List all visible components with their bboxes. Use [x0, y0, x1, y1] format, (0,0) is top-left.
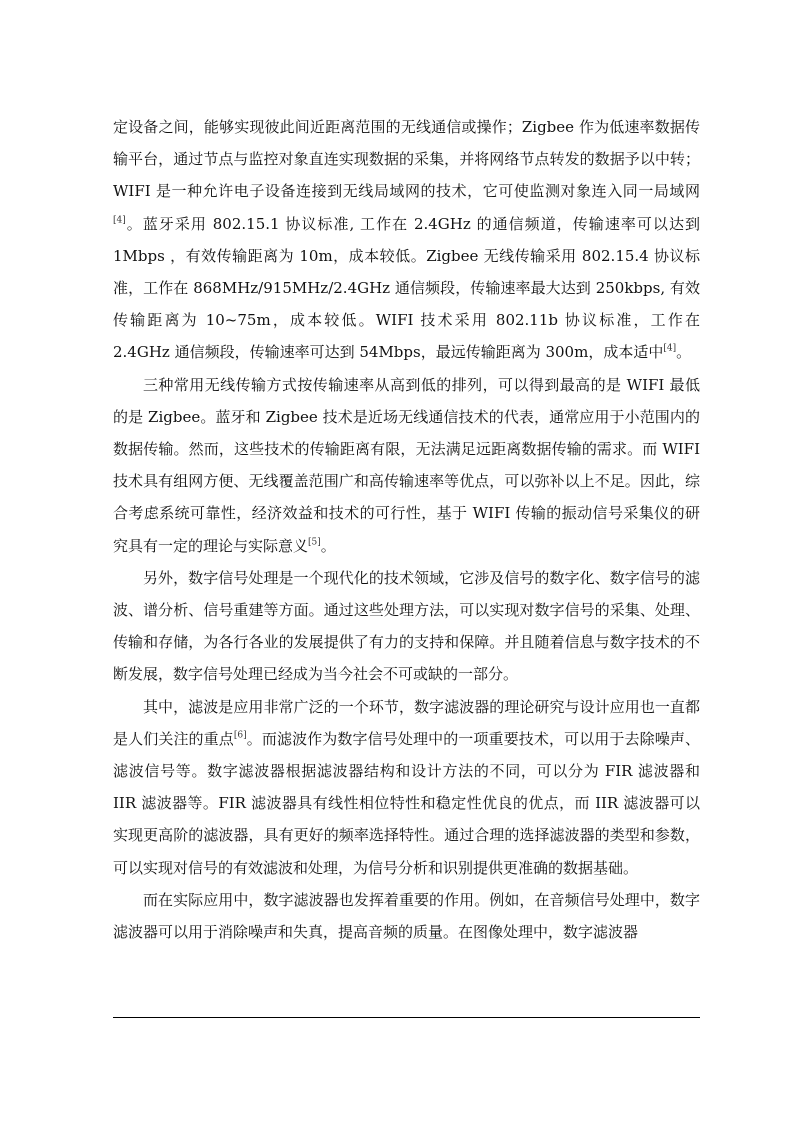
paragraph-text: 。而滤波作为数字信号处理中的一项重要技术，可以用于去除噪声、滤波信号等。数字滤波器根据滤波器结构和设计方法的不同，可以分为 FIR 滤波器和 IIR 滤波器等。FIR 滤波器具有线性相位特性和稳定性优良的优点，而 IIR 滤波器可以实现更高阶的滤波器，具有更好的频率选择特性。通过合理的选择滤波器的类型和参数，可以实现对信号的有效滤波和处理，为信号分析和识别提供更准确的数据基础。 — [113, 729, 700, 877]
paragraph-text: 。 — [320, 536, 336, 555]
document-body — [113, 111, 700, 948]
citation-ref: [4] — [663, 343, 677, 354]
paragraph — [113, 111, 700, 369]
paragraph-text: 定设备之间，能够实现彼此间近距离范围的无线通信或操作；Zigbee 作为低速率数据传输平台，通过节点与监控对象直连实现数据的采集，并将网络节点转发的数据予以中转；WIFI 是一种允许电子设备连接到无线局域网的技术，它可使监测对象连入同一局域网 — [113, 118, 700, 201]
citation-ref: [4] — [113, 214, 126, 225]
paragraph — [113, 562, 700, 691]
paragraph-text: 另外，数字信号处理是一个现代化的技术领域，它涉及信号的数字化、数字信号的滤波、谱分析、信号重建等方面。通过这些处理方法，可以实现对数字信号的采集、处理、传输和存储，为各行各业的发展提供了有力的支持和保障。并且随着信息与数字技术的不断发展，数字信号处理已经成为当今社会不可或缺的一部分。 — [113, 568, 700, 684]
paragraph-text: 。蓝牙采用 802.15.1 协议标准, 工作在 2.4GHz 的通信频道，传输速率可以达到 1Mbps ，有效传输距离为 10m，成本较低。Zigbee 无线传输采用 802.15.4 协议标准，工作在 868MHz/915MHz/2.4GHz 通信频段，传输速率最大达到 250kbps, 有效传输距离为 10~75m，成本较低。WIFI 技术采用 802.11b 协议标准，工作在 2.4GHz 通信频段，传输速率可达到 54Mbps，最远传输距离为 300m，成本适中 — [113, 214, 700, 362]
paragraph-text: 而在实际应用中，数字滤波器也发挥着重要的作用。例如，在音频信号处理中，数字滤波器可以用于消除噪声和失真，提高音频的质量。在图像处理中，数字滤波器 — [113, 890, 700, 942]
citation-ref: [5] — [308, 536, 321, 547]
paragraph — [113, 884, 700, 948]
paragraph-text: 。 — [676, 343, 692, 362]
footer-rule — [113, 1017, 700, 1018]
paragraph — [113, 691, 700, 884]
paragraph-text: 其中，滤波是应用非常广泛的一个环节，数字滤波器的理论研究与设计应用也一直都是人们关注的重点 — [113, 697, 700, 748]
paragraph — [113, 369, 700, 562]
citation-ref: [6] — [233, 730, 247, 741]
paragraph-text: 三种常用无线传输方式按传输速率从高到低的排列，可以得到最高的是 WIFI 最低的是 Zigbee。蓝牙和 Zigbee 技术是近场无线通信技术的代表，通常应用于小范围内的数据传输。然而，这些技术的传输距离有限，无法满足远距离数据传输的需求。而 WIFI 技术具有组网方便、无线覆盖范围广和高传输速率等优点，可以弥补以上不足。因此，综合考虑系统可靠性，经济效益和技术的可行性，基于 WIFI 传输的振动信号采集仪的研究具有一定的理论与实际意义 — [113, 375, 700, 555]
